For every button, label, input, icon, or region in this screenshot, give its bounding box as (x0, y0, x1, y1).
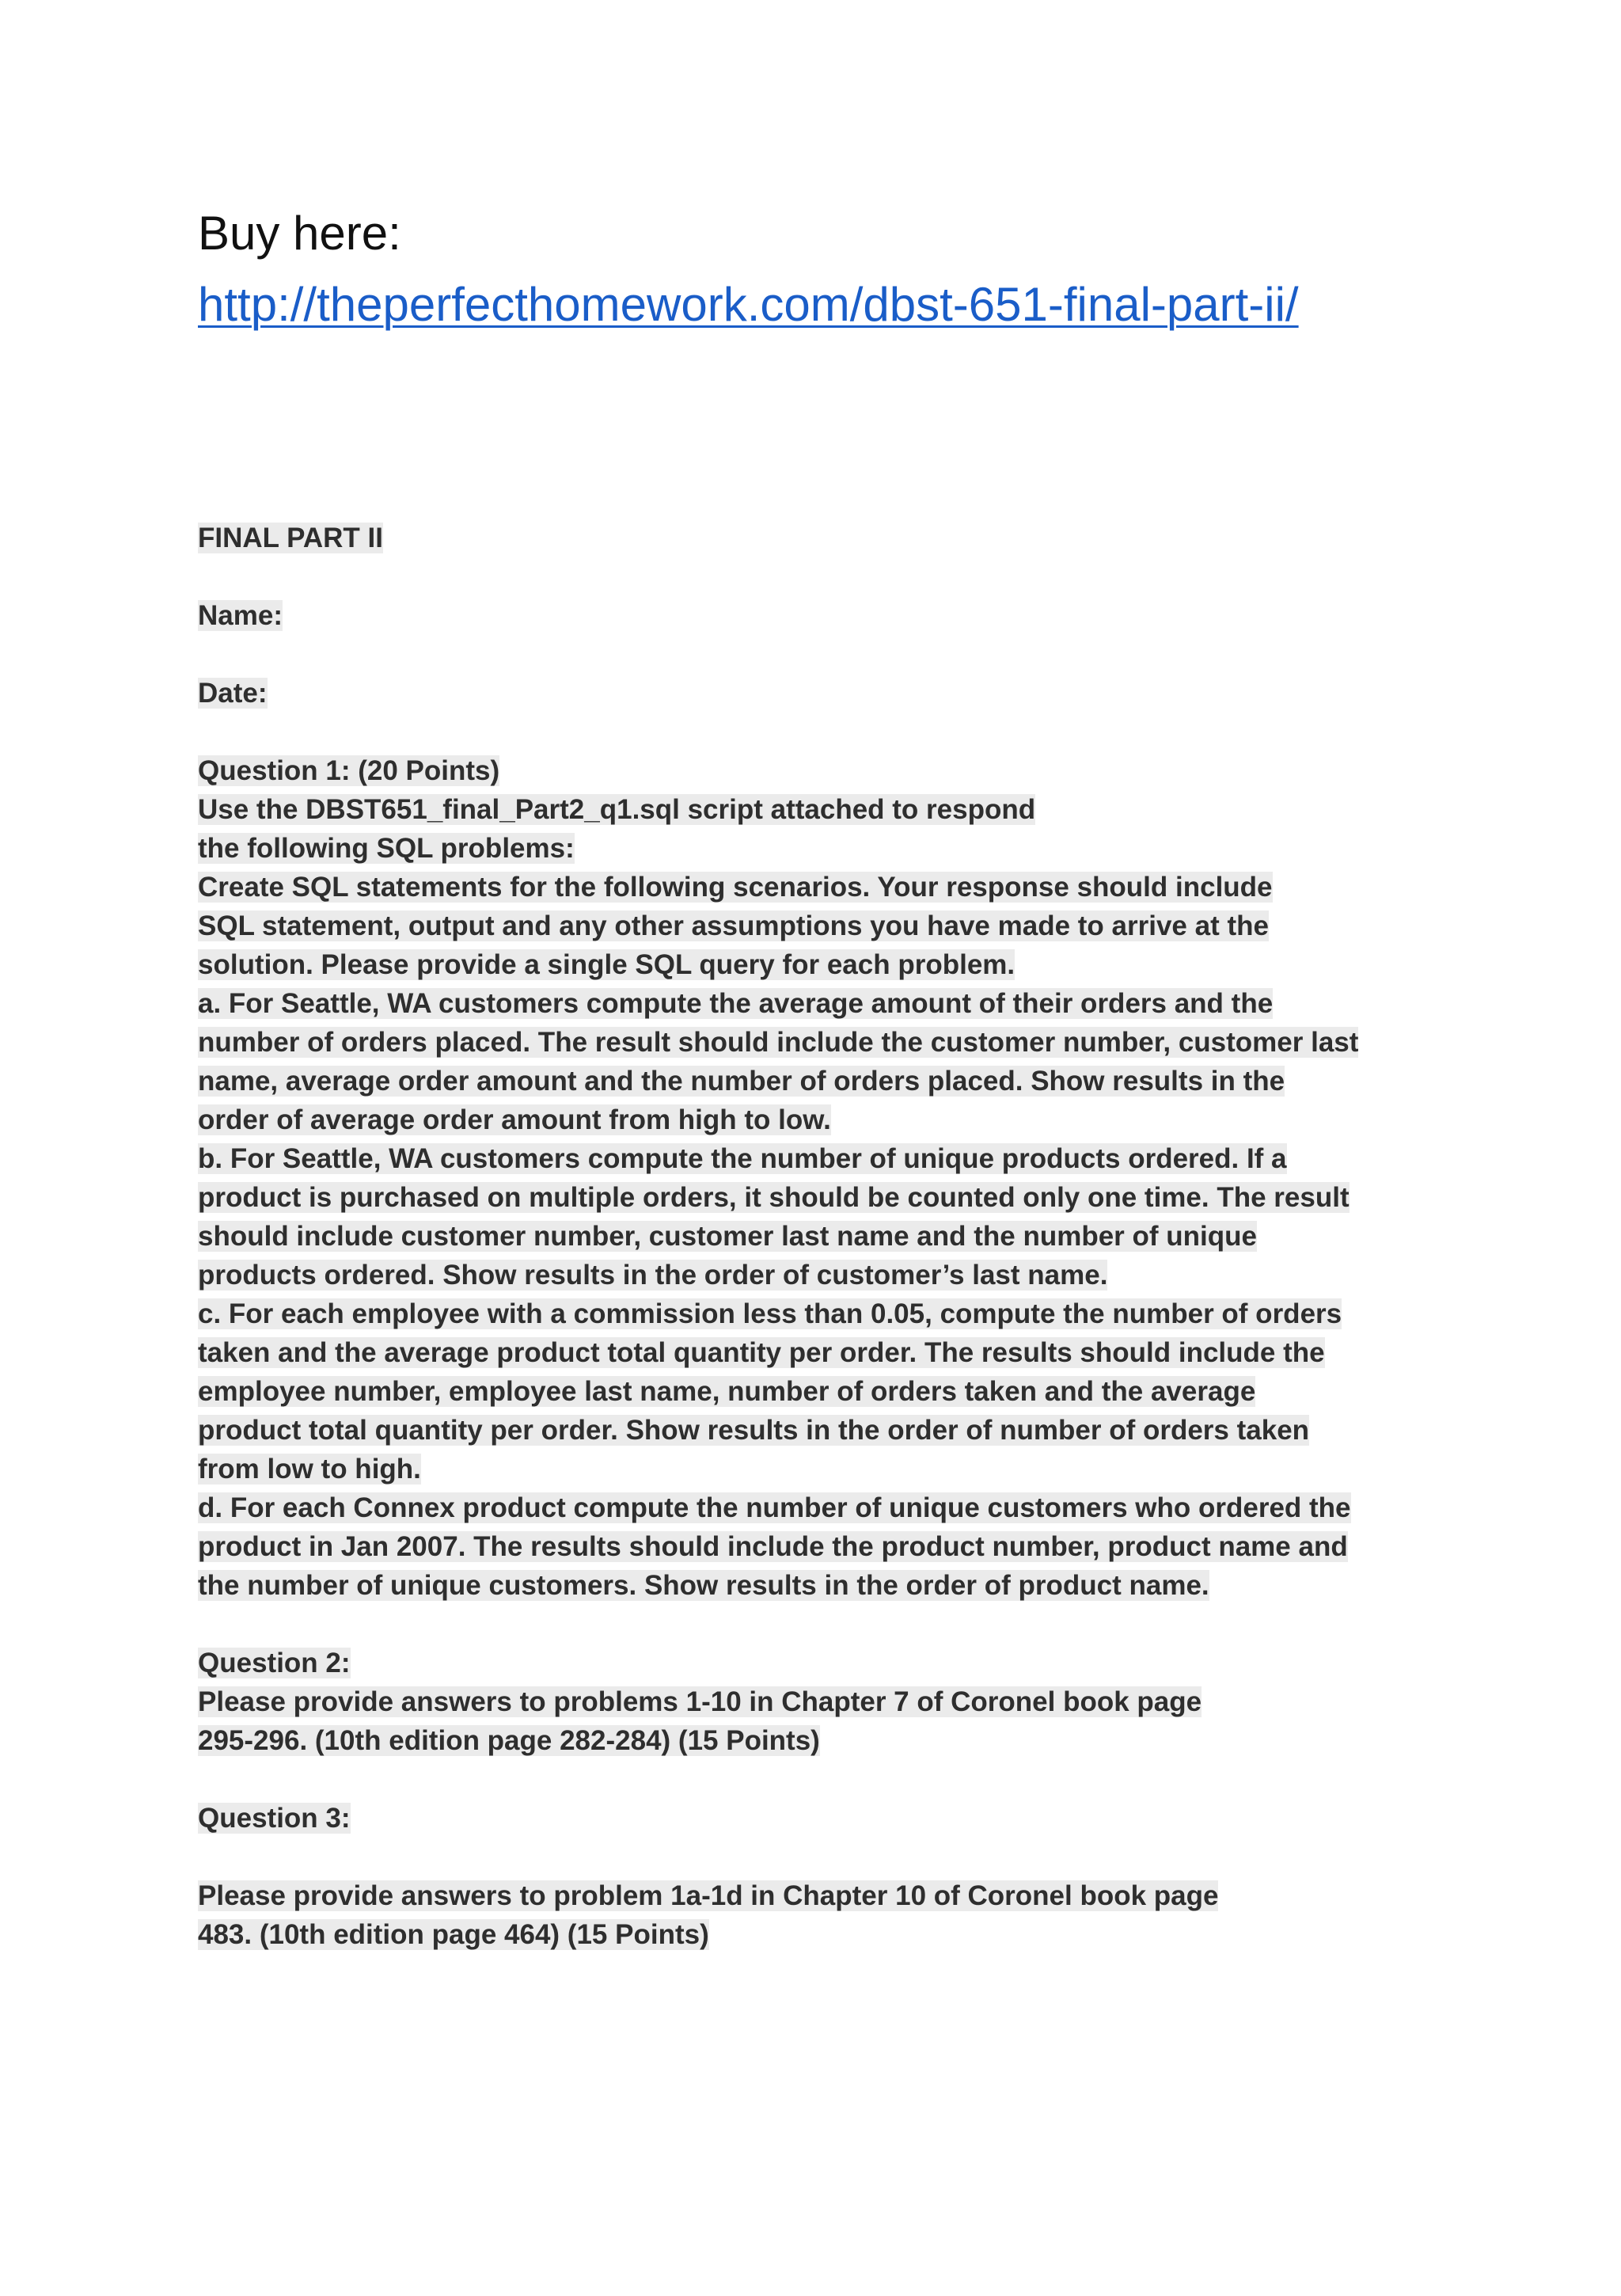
text-line-content: SQL statement, output and any other assumptions you have made to arrive at the (198, 910, 1269, 941)
text-line-content: product total quantity per order. Show results in the order of number of orders taken (198, 1415, 1310, 1446)
question-3-heading (198, 1799, 1433, 1838)
text-line-content: employee number, employee last name, number of orders taken and the average (198, 1376, 1256, 1407)
name-label (198, 596, 1433, 635)
text-line (198, 868, 1433, 907)
question-3 (198, 1876, 1433, 1954)
text-line (198, 790, 1433, 829)
text-line-content: number of orders placed. The result should include the customer number, customer last (198, 1027, 1359, 1058)
text-line (198, 1721, 1433, 1760)
text-line (198, 1256, 1433, 1294)
text-line-content: product in Jan 2007. The results should include the product number, product name and (198, 1531, 1348, 1562)
text-line (198, 984, 1433, 1023)
text-line (198, 907, 1433, 945)
text-line (198, 1217, 1433, 1256)
text-line (198, 829, 1433, 868)
text-line (198, 1682, 1433, 1721)
text-line-content: Please provide answers to problem 1a-1d in Chapter 10 of Coronel book page (198, 1880, 1219, 1911)
text-line (198, 1450, 1433, 1488)
text-line-content: b. For Seattle, WA customers compute the number of unique products ordered. If a (198, 1143, 1287, 1174)
text-line-content: Question 2: (198, 1648, 351, 1678)
text-line (198, 1527, 1433, 1566)
text-line (198, 945, 1433, 984)
text-line-content: Question 1: (20 Points) (198, 755, 500, 786)
text-line (198, 1294, 1433, 1333)
buy-link[interactable]: http://theperfecthomework.com/dbst-651-final-part-ii/ (198, 278, 1299, 331)
text-line-content: taken and the average product total quantity per order. The results should include the (198, 1337, 1325, 1368)
text-line (198, 751, 1433, 790)
date-label-text: Date: (198, 678, 268, 709)
text-line (198, 1644, 1433, 1682)
text-line-content: d. For each Connex product compute the number of unique customers who ordered the (198, 1492, 1351, 1523)
text-line-content: solution. Please provide a single SQL query for each problem. (198, 949, 1015, 980)
text-line-content: 483. (10th edition page 464) (15 Points) (198, 1919, 709, 1950)
text-line (198, 1100, 1433, 1139)
text-line-content: order of average order amount from high to low. (198, 1104, 831, 1135)
text-line (198, 1488, 1433, 1527)
document-title-text: FINAL PART II (198, 523, 383, 553)
text-line (198, 1372, 1433, 1411)
text-line-content: the number of unique customers. Show results in the order of product name. (198, 1570, 1209, 1601)
text-line-content: should include customer number, customer last name and the number of unique (198, 1221, 1257, 1252)
text-line-content: products ordered. Show results in the order of customer’s last name. (198, 1260, 1108, 1291)
text-line (198, 1139, 1433, 1178)
name-label-text: Name: (198, 600, 283, 631)
text-line-content: Use the DBST651_final_Part2_q1.sql script attached to respond (198, 794, 1036, 825)
question-3-heading-text: Question 3: (198, 1803, 351, 1834)
text-line (198, 1915, 1433, 1954)
text-line (198, 1178, 1433, 1217)
text-line-content: name, average order amount and the number of orders placed. Show results in the (198, 1066, 1285, 1097)
text-line-content: from low to high. (198, 1454, 421, 1484)
text-line-content: 295-296. (10th edition page 282-284) (15 Points) (198, 1725, 820, 1756)
text-line (198, 1876, 1433, 1915)
text-line (198, 1566, 1433, 1605)
question-2 (198, 1644, 1433, 1760)
text-line (198, 1062, 1433, 1100)
buy-header (198, 198, 1299, 340)
text-line-content: the following SQL problems: (198, 833, 575, 864)
document-body (198, 519, 1433, 1954)
text-line-content: a. For Seattle, WA customers compute the average amount of their orders and the (198, 988, 1274, 1019)
text-line-content: Please provide answers to problems 1-10 in Chapter 7 of Coronel book page (198, 1686, 1202, 1717)
document-title (198, 519, 1433, 557)
question-1 (198, 751, 1433, 1605)
text-line-content: product is purchased on multiple orders, it should be counted only one time. The result (198, 1182, 1350, 1213)
date-label (198, 674, 1433, 713)
text-line (198, 1023, 1433, 1062)
text-line-content: Create SQL statements for the following scenarios. Your response should include (198, 872, 1273, 903)
text-line (198, 1333, 1433, 1372)
text-line-content: c. For each employee with a commission less than 0.05, compute the number of orders (198, 1298, 1342, 1329)
buy-label: Buy here: (198, 207, 401, 260)
text-line (198, 1411, 1433, 1450)
